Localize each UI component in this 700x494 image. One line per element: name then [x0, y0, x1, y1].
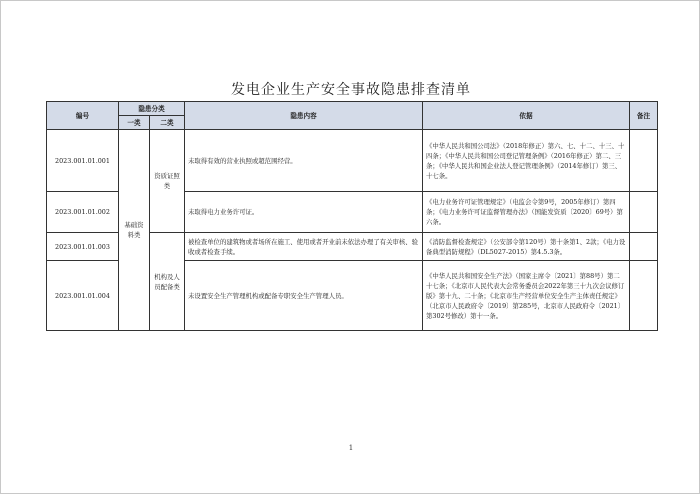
row-content: 被检查单位的建筑物或者场所在施工、使用或者开业前未依法办理了有关审核、验收或者检查手续。	[185, 233, 423, 261]
header-level2: 二类	[150, 116, 185, 130]
header-basis: 依据	[423, 102, 630, 130]
row-remark	[630, 130, 658, 192]
header-remark: 备注	[630, 102, 658, 130]
row-content: 未设置安全生产管理机构或配备专职安全生产管理人员。	[185, 261, 423, 331]
level1-cell: 基础资料类	[119, 130, 150, 331]
page-number: 1	[348, 444, 354, 452]
row-content: 未取得有效的营业执照或超范围经营。	[185, 130, 423, 192]
row-code: 2023.001.01.001	[47, 130, 119, 192]
row-remark	[630, 233, 658, 261]
row-remark	[630, 261, 658, 331]
row-remark	[630, 192, 658, 233]
header-content: 隐患内容	[185, 102, 423, 130]
header-row	[47, 102, 658, 116]
row-code: 2023.001.01.004	[47, 261, 119, 331]
document-title: 发电企业生产安全事故隐患排查清单	[231, 82, 471, 98]
row-code: 2023.001.01.003	[47, 233, 119, 261]
row-content: 未取得电力业务许可证。	[185, 192, 423, 233]
row-basis: 《中华人民共和国公司法》（2018年修正）第六、七、十二、十三、十四条；《中华人民共和国公司登记管理条例》（2016年修正）第二、三条；《中华人民共和国企业法人登记管理条例》（2014年修订）第三、十七条。	[423, 130, 630, 192]
row-code: 2023.001.01.002	[47, 192, 119, 233]
hazard-checklist-table	[46, 101, 658, 331]
level2-cell: 机构及人员配备类	[150, 233, 185, 331]
row-basis: 《电力业务许可证管理规定》（电监会令第9号，2005年修订）第四条；《电力业务许可证监督管理办法》（国能发资质〔2020〕69号）第六条。	[423, 192, 630, 233]
row-basis: 《中华人民共和国安全生产法》（国家主席令〔2021〕第88号）第二十七条；《北京市人民代表大会常务委员会2022年第三十九次会议修订版》第十九、二十条；《北京市生产经营单位安全生产主体责任规定》（北京市人民政府令〔2019〕第285号，北京市人民政府令〔2021〕第302号修改）第十一条。	[423, 261, 630, 331]
level2-cell: 资质证照类	[150, 130, 185, 233]
row-basis: 《消防监督检查规定》（公安部令第120号）第十条第1、2款；《电力设备典型消防规程》（DL5027-2015）第4.5.3条。	[423, 233, 630, 261]
header-level1: 一类	[119, 116, 150, 130]
table-row	[47, 130, 658, 192]
header-code: 编号	[47, 102, 119, 130]
header-category: 隐患分类	[119, 102, 185, 116]
